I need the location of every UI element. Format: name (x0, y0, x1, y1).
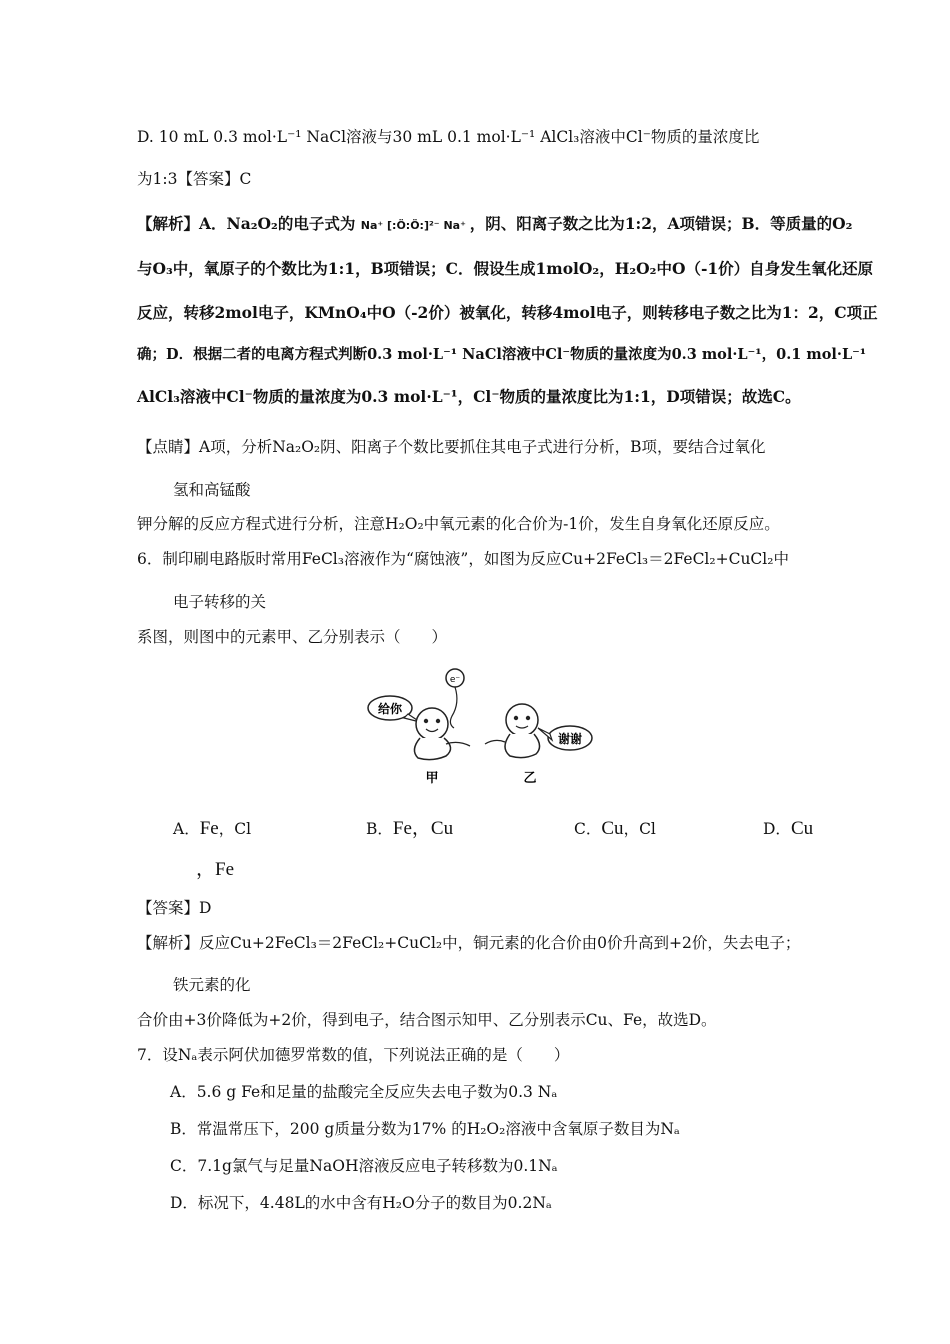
q7-option-c: C．7.1g氯气与足量NaOH溶液反应电子转移数为0.1Nₐ (170, 1157, 558, 1175)
analysis-line-5: AlCl₃溶液中Cl⁻物质的量浓度为0.3 mol·L⁻¹，Cl⁻物质的量浓度比为1:1，D项错误；故选C。 (137, 387, 801, 406)
option-main: Cu (790, 818, 814, 839)
option-letter: A． (173, 820, 200, 838)
option-main: Fe，Cu (392, 818, 454, 839)
question-6-line-3: 系图，则图中的元素甲、乙分别表示（ ） (137, 628, 448, 646)
q7-option-d: D．标况下，4.48L的水中含有H₂O分子的数目为0.2Nₐ (170, 1194, 552, 1212)
option-main: ，Fe (196, 859, 235, 880)
sodium-ion-left: Na⁺ (360, 219, 384, 232)
q6-option-d-cont (196, 860, 234, 880)
q6-analysis-line-3: 合价由+3价降低为+2价，得到电子，结合图示知甲、乙分别表示Cu、Fe，故选D。 (137, 1011, 717, 1029)
option-letter: C． (574, 820, 602, 838)
yi-body-icon (505, 734, 540, 758)
label-jia: 甲 (425, 771, 439, 786)
option-d-line: D. 10 mL 0.3 mol·L⁻¹ NaCl溶液与30 mL 0.1 mol·L⁻¹ AlCl₃溶液中Cl⁻物质的量浓度比 (137, 128, 760, 146)
answer-line: 为1:3【答案】C (137, 170, 252, 188)
q6-analysis-line-1: 【解析】反应Cu+2FeCl₃＝2FeCl₂+CuCl₂中，铜元素的化合价由0价升高到+2价，失去电子； (137, 934, 801, 952)
q6-option-a (173, 819, 251, 839)
give-bubble-text: 给你 (377, 702, 403, 716)
option-letter: B． (366, 820, 393, 838)
analysis-line-1 (137, 214, 852, 236)
q6-answer: 【答案】D (137, 899, 212, 917)
analysis-line-3: 反应，转移2mol电子，KMnO₄中O（-2价）被氧化，转移4mol电子，则转移电子数之比为1：2，C项正 (137, 303, 878, 322)
q7-option-b: B．常温常压下，200 g质量分数为17% 的H₂O₂溶液中含氧原子数目为Nₐ (170, 1120, 680, 1138)
analysis-line-4: 确；D．根据二者的电离方程式判断0.3 mol·L⁻¹ NaCl溶液中Cl⁻物质的量浓度为0.3 mol·L⁻¹，0.1 mol·L⁻¹ (137, 346, 867, 363)
analysis-cont: ，阴、阳离子数之比为1:2，A项错误；B．等质量的O₂ (469, 214, 853, 233)
q6-option-d (763, 819, 813, 839)
option-letter: D． (763, 820, 791, 838)
thanks-bubble-text: 谢谢 (557, 732, 583, 746)
q6-analysis-line-2: 铁元素的化 (173, 976, 251, 994)
analysis-line-2: 与O₃中，氧原子的个数比为1:1，B项错误；C．假设生成1molO₂，H₂O₂中O（-1价）自身发生氧化还原 (137, 259, 874, 278)
jia-head-icon (416, 708, 448, 740)
q6-option-b (366, 819, 453, 839)
tip-line-2: 氢和高锰酸 (173, 481, 251, 499)
jia-body-icon (414, 738, 450, 760)
tip-line-3: 钾分解的反应方程式进行分析，注意H₂O₂中氧元素的化合价为-1价，发生自身氧化还原反应。 (137, 515, 780, 533)
sodium-ion-right: Na⁺ (443, 219, 466, 232)
question-6-line-1: 6．制印刷电路版时常用FeCl₃溶液作为“腐蚀液”，如图为反应Cu+2FeCl₃＝2FeCl₂+CuCl₂中 (137, 550, 789, 568)
yi-head-icon (506, 704, 538, 736)
electron-formula (361, 219, 470, 232)
electron-label: e⁻ (449, 675, 461, 685)
q6-option-c (574, 819, 656, 839)
tip-line-1: 【点睛】A项，分析Na₂O₂阴、阳离子个数比要抓住其电子式进行分析，B项，要结合过氧化 (137, 438, 766, 456)
question-7: 7．设Nₐ表示阿伏加德罗常数的值，下列说法正确的是（ ） (137, 1046, 570, 1064)
q7-option-a: A．5.6 g Fe和足量的盐酸完全反应失去电子数为0.3 Nₐ (170, 1083, 558, 1101)
label-yi: 乙 (523, 771, 537, 786)
option-rest: ，Cl (218, 820, 252, 838)
option-rest: ，Cl (623, 820, 656, 838)
option-main: Fe (199, 818, 219, 839)
analysis-prefix: 【解析】A．Na₂O₂的电子式为 (137, 214, 356, 233)
option-main: Cu (601, 818, 624, 839)
peroxide-ion: [:Ö:Ö:]²⁻ (387, 219, 440, 232)
question-6-line-2: 电子转移的关 (173, 593, 267, 611)
electron-transfer-figure (360, 658, 595, 788)
